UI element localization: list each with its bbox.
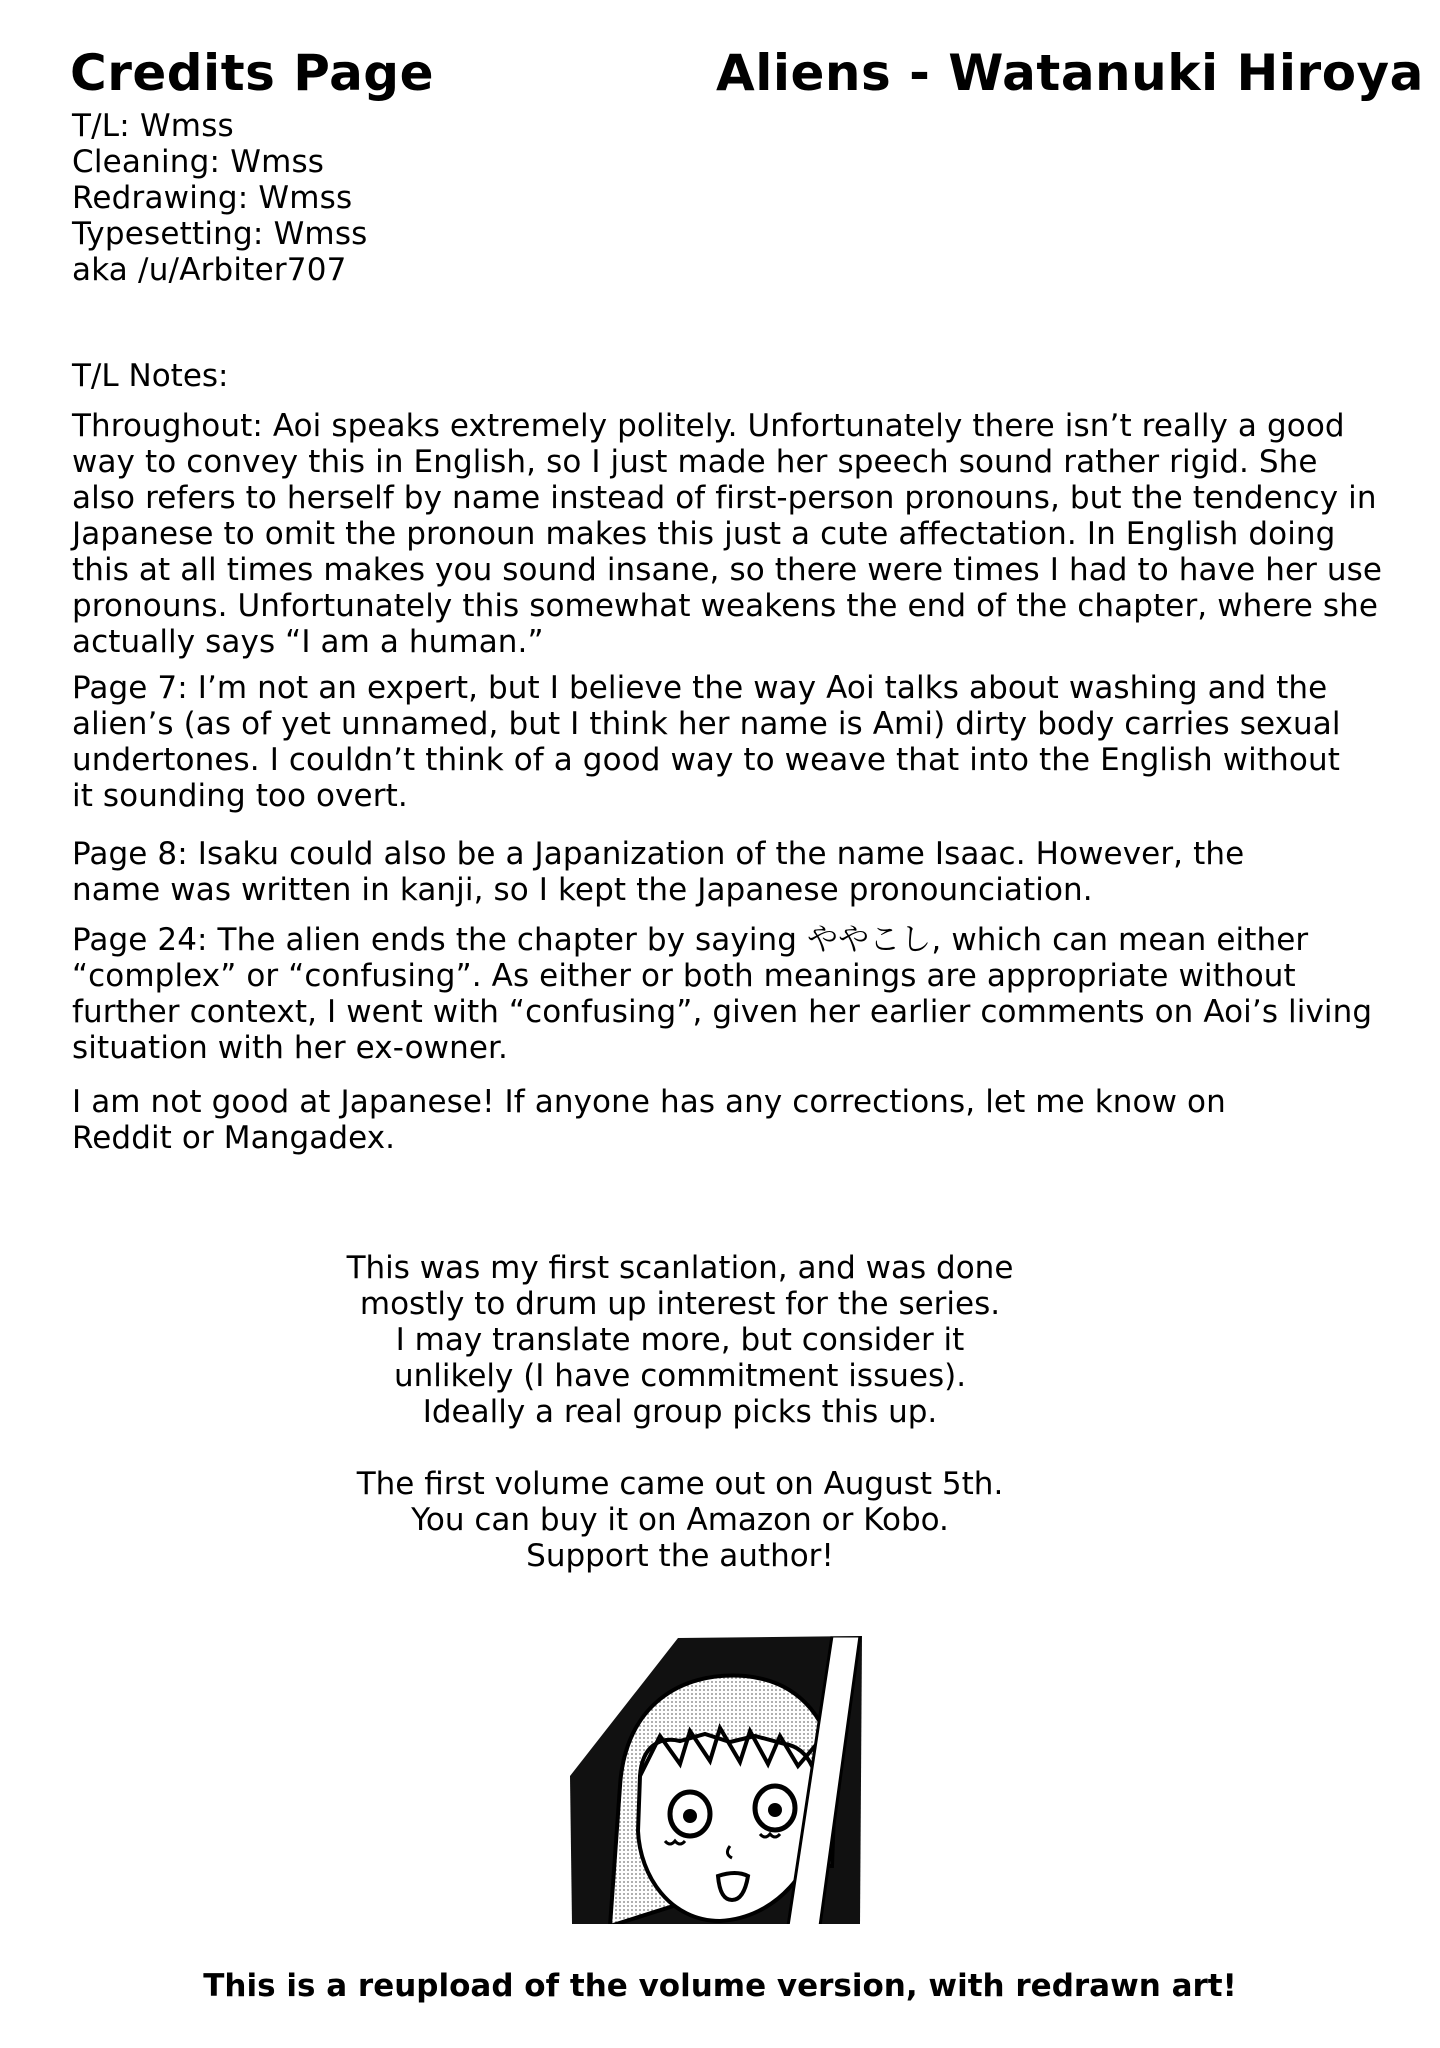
- message-line: The first volume came out on August 5th.: [356, 1466, 1004, 1502]
- message-line: mostly to drum up interest for the series.: [359, 1286, 1001, 1322]
- note-paragraph: Page 24: The alien ends the chapter by saying ややこし, which can mean either “complex” or “confusing”. As either or both meanings are appropriate without further context, I went with “confusing”, given her earlier comments on Aoi’s living situation with her ex-owner.: [72, 922, 1373, 1066]
- scanlation-message: [300, 1250, 1060, 1430]
- credit-line: aka /u/Arbiter707: [72, 252, 347, 288]
- footer-note: This is a reupload of the volume version, with redrawn art!: [203, 1968, 1237, 2004]
- message-line: You can buy it on Amazon or Kobo.: [411, 1502, 949, 1538]
- manga-girl-face-icon: [570, 1636, 870, 1926]
- note-paragraph: Page 8: Isaku could also be a Japanization of the name Isaac. However, the name was written in kanji, so I kept the Japanese pronounciation.: [72, 836, 1245, 908]
- credit-line: Cleaning: Wmss: [72, 144, 325, 180]
- credit-line: Typesetting: Wmss: [72, 216, 368, 252]
- series-title: Aliens - Watanuki Hiroya: [716, 44, 1424, 102]
- credits-list: [72, 108, 368, 288]
- message-line: Ideally a real group picks this up.: [422, 1394, 938, 1430]
- message-line: I may translate more, but consider it: [395, 1322, 965, 1358]
- note-paragraph: I am not good at Japanese! If anyone has any corrections, let me know on Reddit or Mangadex.: [72, 1084, 1226, 1156]
- message-line: This was my first scanlation, and was done: [346, 1250, 1014, 1286]
- message-line: unlikely (I have commitment issues).: [393, 1358, 967, 1394]
- support-message: [300, 1466, 1060, 1574]
- credit-line: Redrawing: Wmss: [72, 180, 353, 216]
- note-paragraph: Throughout: Aoi speaks extremely politely. Unfortunately there isn’t really a good way to convey this in English, so I just made her speech sound rather rigid. She also refers to herself by name instead of first-person pronouns, but the tendency in Japanese to omit the pronoun makes this just a cute affectation. In English doing this at all times makes you sound insane, so there were times I had to have her use pronouns. Unfortunately this somewhat weakens the end of the chapter, where she actually says “I am a human.”: [72, 408, 1383, 660]
- page-title: Credits Page: [70, 44, 435, 102]
- credit-line: T/L: Wmss: [72, 108, 234, 144]
- message-line: Support the author!: [526, 1538, 834, 1574]
- notes-title: T/L Notes:: [72, 358, 229, 394]
- note-paragraph: Page 7: I’m not an expert, but I believe the way Aoi talks about washing and the alien’s (as of yet unnamed, but I think her name is Ami) dirty body carries sexual undertones. I couldn’t think of a good way to weave that into the English without it sounding too overt.: [72, 670, 1341, 814]
